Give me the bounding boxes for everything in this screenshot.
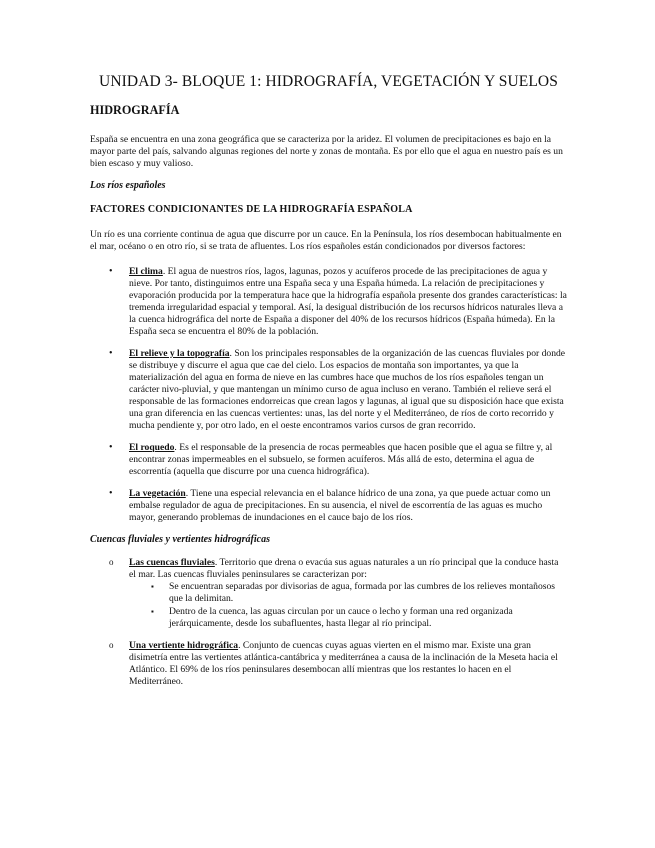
intro-paragraph: España se encuentra en una zona geográfica que se caracteriza por la aridez. El volumen de precipitaciones es bajo en la mayor parte del país, salvando algunas regiones del norte y zonas de montaña. Es por ello que el agua en nuestro país es un bien escaso y muy valioso. bbox=[90, 134, 563, 169]
factor-term: El relieve y la topografía bbox=[129, 348, 230, 359]
document-title: UNIDAD 3- BLOQUE 1: HIDROGRAFÍA, VEGETACIÓN Y SUELOS bbox=[99, 73, 558, 90]
list-item bbox=[90, 488, 567, 524]
factors-heading: FACTORES CONDICIONANTES DE LA HIDROGRAFÍA ESPAÑOLA bbox=[90, 204, 413, 215]
factor-term: El roquedo bbox=[129, 442, 175, 453]
subheading-cuencas: Cuencas fluviales y vertientes hidrográficas bbox=[90, 534, 270, 545]
section-heading: HIDROGRAFÍA bbox=[90, 103, 180, 117]
list-item: ▪ Dentro de la cuenca, las aguas circulan por un cauce o lecho y forman una red organizada jerárquicamente, desde los subafluentes, hasta llegar al río principal. bbox=[129, 606, 567, 630]
cuenca-text: . Territorio que drena o evacúa sus aguas naturales a un río principal que la conduce hasta el mar. Las cuencas fluviales peninsulares se caracterizan por: bbox=[129, 557, 559, 580]
subheading-rios: Los ríos españoles bbox=[90, 180, 166, 191]
cuenca-term: Las cuencas fluviales bbox=[129, 557, 215, 568]
list-item bbox=[90, 348, 567, 432]
list-item bbox=[90, 442, 567, 478]
factor-text: . Es el responsable de la presencia de rocas permeables que hacen posible que el agua se filtre y, al encontrar zonas impermeables en el subsuelo, se formen acuíferos. Más allá de esto, determina el agua de escorrentía (aquella que discurre por una cuenca hidrográfica). bbox=[129, 442, 553, 477]
cuenca-text: . Conjunto de cuencas cuyas aguas vierten en el mismo mar. Existe una gran disimetría entre las vertientes atlántica-cantábrica y mediterránea a causa de la inclinación de la Meseta hacia el Atlántico. El 69% de los ríos peninsulares desembocan allí mientras que los restantes lo hacen en el Mediterráneo. bbox=[129, 640, 558, 687]
cuenca-term: Una vertiente hidrográfica bbox=[129, 640, 239, 651]
factor-text: . El agua de nuestros ríos, lagos, lagunas, pozos y acuíferos procede de las precipitaciones de agua y nieve. Por tanto, distinguimos entre una España seca y una España húmeda. La relación de precipitaciones y evaporación producida por la temperatura hace que la hidrografía española presente dos grandes características: la tremenda irregularidad espacial y temporal. Así, la desigual distribución de los recursos hídricos naturales lleva a la cuenca hidrográfica del norte de España a disponer del 40% de los recursos hídricos (España húmeda). En la España seca se encuentra el 80% de la población. bbox=[129, 266, 567, 337]
cuenca-subitems bbox=[129, 581, 567, 630]
factor-text: . Son los principales responsables de la organización de las cuencas fluviales por donde se distribuye y discurre el agua que cae del cielo. Los espacios de montaña son importantes, ya que la materialización del agua en forma de nieve en las cumbres hace que muchos de los ríos españoles tengan un carácter nivo-pluvial, y que mantengan un mínimo curso de agua incluso en verano. También el relieve será el responsable de las formaciones endorreicas que crean lagos y lagunas, al igual que su disposición hace que exista una gran diferencia en las cuencas vertientes: unas, las del norte y el Mediterráneo, de ríos de corto recorrido y mucha pendiente y, por otro lado, en el oeste encontramos varios cursos de gran recorrido. bbox=[129, 348, 566, 431]
factors-list bbox=[90, 266, 567, 524]
factor-term: La vegetación bbox=[129, 488, 186, 499]
factor-text: . Tiene una especial relevancia en el balance hídrico de una zona, ya que puede actuar como un embalse regulador de agua de precipitaciones. En su ausencia, el nivel de escorrentía de las aguas es mucho mayor, generando problemas de inundaciones en el cauce bajo de los ríos. bbox=[129, 488, 551, 523]
list-item bbox=[90, 266, 567, 338]
list-item bbox=[90, 557, 567, 630]
factor-term: El clima bbox=[129, 266, 163, 277]
cuencas-list bbox=[90, 557, 567, 688]
list-item: ▪ Se encuentran separadas por divisorias de agua, formada por las cumbres de los relieves montañosos que la delimitan. bbox=[129, 581, 567, 605]
list-item bbox=[90, 640, 567, 688]
factors-intro: Un río es una corriente continua de agua que discurre por un cauce. En la Península, los ríos desembocan habitualmente en el mar, océano o en otro río, si se trata de afluentes. Los ríos españoles están condicionados por diversos factores: bbox=[90, 229, 562, 252]
